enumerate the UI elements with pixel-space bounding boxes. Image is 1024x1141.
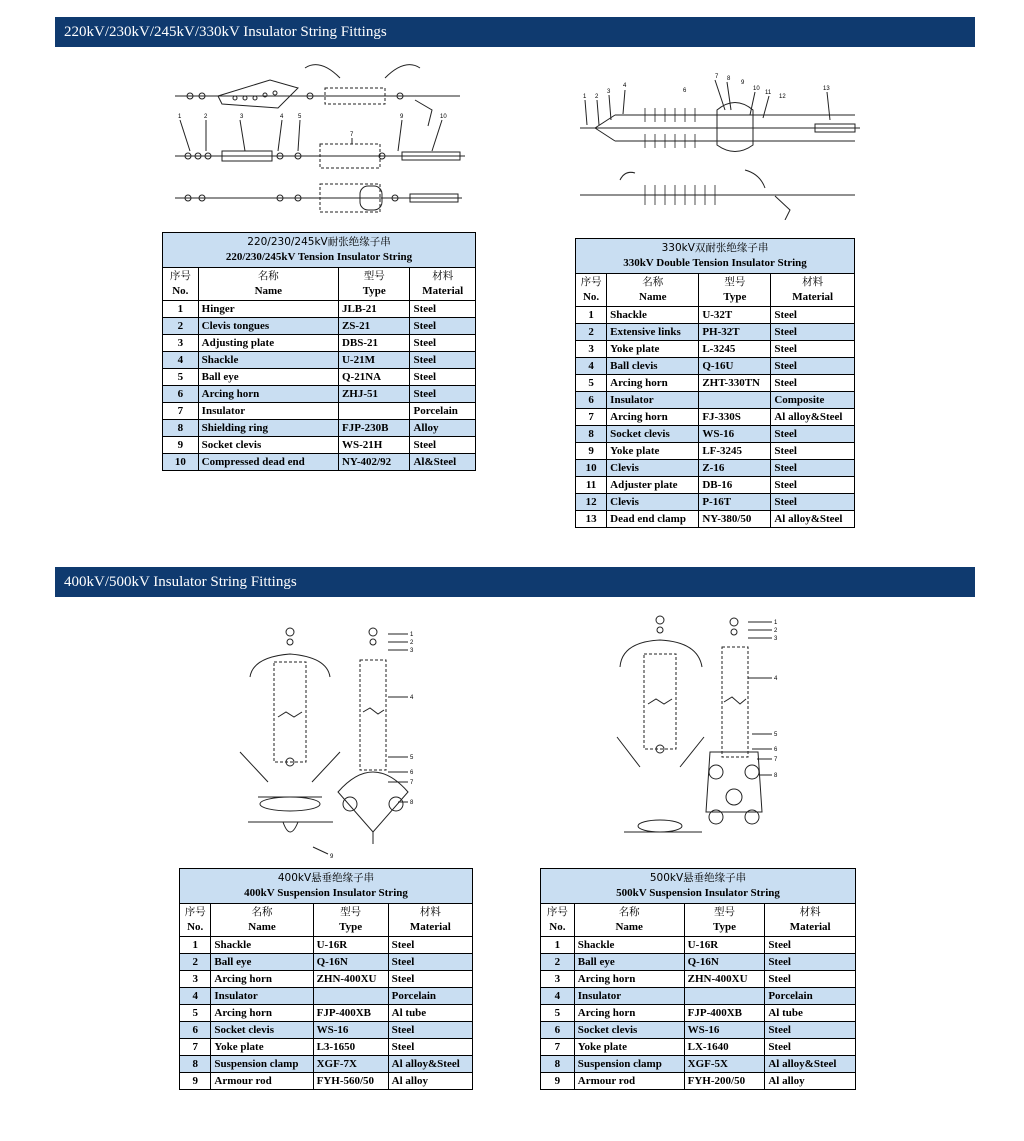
- cell-name: Socket clevis: [607, 426, 699, 443]
- diagram-label: 1: [178, 114, 182, 120]
- cell-material: Al alloy&Steel: [388, 1056, 472, 1073]
- table-330kv-double-tension-string: [575, 238, 855, 528]
- cell-type: [338, 403, 410, 420]
- table-row: [541, 988, 856, 1005]
- cell-material: Al alloy&Steel: [765, 1056, 856, 1073]
- table-row: [163, 454, 476, 471]
- cell-name: Insulator: [198, 403, 338, 420]
- cell-no: 1: [576, 307, 607, 324]
- cell-material: Al alloy: [388, 1073, 472, 1090]
- cell-type: U-21M: [338, 352, 410, 369]
- cell-name: Adjuster plate: [607, 477, 699, 494]
- cell-material: Al tube: [388, 1005, 472, 1022]
- cell-no: 7: [180, 1039, 211, 1056]
- cell-type: DB-16: [699, 477, 771, 494]
- cell-material: Steel: [771, 460, 855, 477]
- cell-type: U-32T: [699, 307, 771, 324]
- cell-name: Armour rod: [574, 1073, 684, 1090]
- cell-material: Steel: [765, 1022, 856, 1039]
- cell-type: Z-16: [699, 460, 771, 477]
- diagram-label: 4: [280, 114, 284, 120]
- cell-name: Arcing horn: [198, 386, 338, 403]
- cell-name: Arcing horn: [607, 409, 699, 426]
- cell-material: Steel: [771, 307, 855, 324]
- diagram-label: 7: [350, 132, 354, 138]
- table-row: [541, 937, 856, 954]
- cell-name: Yoke plate: [607, 443, 699, 460]
- cell-type: [699, 392, 771, 409]
- cell-type: L-3245: [699, 341, 771, 358]
- table-row: [576, 443, 855, 460]
- cell-material: Steel: [771, 426, 855, 443]
- cell-type: ZHN-400XU: [313, 971, 388, 988]
- table-400kv-suspension-string: [179, 868, 473, 1090]
- cell-type: Q-16U: [699, 358, 771, 375]
- diagram-label: 5: [410, 755, 414, 761]
- cell-no: 5: [541, 1005, 575, 1022]
- cell-material: Steel: [410, 352, 476, 369]
- cell-no: 1: [163, 301, 199, 318]
- cell-type: WS-21H: [338, 437, 410, 454]
- col-material: 材料 Material: [771, 274, 855, 307]
- cell-type: L3-1650: [313, 1039, 388, 1056]
- cell-material: Steel: [771, 358, 855, 375]
- diagram-label: 8: [774, 773, 778, 779]
- col-name: 名称 Name: [198, 268, 338, 301]
- cell-material: Al alloy: [765, 1073, 856, 1090]
- table-title: 400kV悬垂绝缘子串 400kV Suspension Insulator String: [180, 869, 473, 904]
- diagram-label: 8: [727, 76, 731, 82]
- table-row: [180, 954, 473, 971]
- table-title: 220/230/245kV耐张绝缘子串 220/230/245kV Tension Insulator String: [163, 233, 476, 268]
- cell-no: 7: [163, 403, 199, 420]
- diagram-label: 10: [440, 114, 447, 120]
- cell-no: 5: [163, 369, 199, 386]
- cell-material: Al&Steel: [410, 454, 476, 471]
- cell-material: Steel: [410, 335, 476, 352]
- section-banner-400-500kv: [55, 567, 975, 597]
- col-no: 序号 No.: [180, 904, 211, 937]
- diagram-label: 9: [400, 114, 404, 120]
- string-bottom-view: [175, 184, 462, 212]
- cell-material: Steel: [765, 937, 856, 954]
- table-body: [576, 307, 855, 528]
- diagram-label: 7: [774, 757, 778, 763]
- table-row: [576, 324, 855, 341]
- cell-no: 12: [576, 494, 607, 511]
- table-row: [180, 1073, 473, 1090]
- cell-type: Q-16N: [313, 954, 388, 971]
- diagram-400kv-suspension-string: [238, 622, 438, 864]
- cell-material: Steel: [388, 937, 472, 954]
- cell-type: [684, 988, 765, 1005]
- col-material: 材料 Material: [410, 268, 476, 301]
- diagram-label: 12: [779, 94, 786, 100]
- section-banner-220-330kv: [55, 17, 975, 47]
- cell-name: Adjusting plate: [198, 335, 338, 352]
- diagram-label: 8: [410, 800, 414, 806]
- cell-name: Shackle: [607, 307, 699, 324]
- col-type: 型号 Type: [684, 904, 765, 937]
- diagram-label: 9: [741, 80, 745, 86]
- table-row: [180, 1039, 473, 1056]
- cell-name: Arcing horn: [607, 375, 699, 392]
- cell-name: Dead end clamp: [607, 511, 699, 528]
- table-body: [163, 301, 476, 471]
- cell-type: WS-16: [684, 1022, 765, 1039]
- cell-material: Composite: [771, 392, 855, 409]
- cell-name: Shackle: [574, 937, 684, 954]
- diagram-500kv-suspension-string: [612, 612, 792, 852]
- cell-material: Steel: [771, 341, 855, 358]
- col-type: 型号 Type: [699, 274, 771, 307]
- section-title: 220kV/230kV/245kV/330kV Insulator String Fittings: [64, 24, 387, 40]
- cell-no: 13: [576, 511, 607, 528]
- diagram-label: 3: [240, 114, 244, 120]
- cell-type: JLB-21: [338, 301, 410, 318]
- cell-material: Steel: [765, 954, 856, 971]
- cell-name: Armour rod: [211, 1073, 313, 1090]
- cell-material: Porcelain: [410, 403, 476, 420]
- table-row: [576, 511, 855, 528]
- cell-no: 9: [180, 1073, 211, 1090]
- diagram-label: 7: [715, 74, 719, 80]
- diagram-label: 10: [753, 86, 760, 92]
- table-row: [576, 392, 855, 409]
- diagram-label: 2: [595, 94, 599, 100]
- cell-no: 1: [180, 937, 211, 954]
- diagram-label: 2: [410, 640, 414, 646]
- cell-name: Yoke plate: [607, 341, 699, 358]
- table-row: [576, 358, 855, 375]
- cell-type: NY-402/92: [338, 454, 410, 471]
- cell-name: Arcing horn: [574, 1005, 684, 1022]
- cell-no: 6: [163, 386, 199, 403]
- table-row: [163, 369, 476, 386]
- cell-no: 6: [180, 1022, 211, 1039]
- cell-no: 7: [541, 1039, 575, 1056]
- table-row: [180, 988, 473, 1005]
- cell-name: Suspension clamp: [211, 1056, 313, 1073]
- cell-no: 9: [163, 437, 199, 454]
- string-side-view: [175, 120, 465, 168]
- side-view: [706, 618, 772, 824]
- cell-type: P-16T: [699, 494, 771, 511]
- string-top-view: [175, 65, 460, 126]
- cell-material: Steel: [410, 369, 476, 386]
- table-500kv-suspension-string: [540, 868, 856, 1090]
- diagram-label: 2: [204, 114, 208, 120]
- cell-material: Steel: [771, 375, 855, 392]
- cell-name: Extensive links: [607, 324, 699, 341]
- cell-material: Steel: [771, 477, 855, 494]
- cell-material: Alloy: [410, 420, 476, 437]
- table-row: [576, 460, 855, 477]
- cell-material: Steel: [388, 971, 472, 988]
- cell-type: ZHJ-51: [338, 386, 410, 403]
- cell-type: PH-32T: [699, 324, 771, 341]
- cell-type: Q-21NA: [338, 369, 410, 386]
- cell-no: 9: [541, 1073, 575, 1090]
- diagram-label: 9: [330, 854, 334, 860]
- cell-no: 9: [576, 443, 607, 460]
- diagram-label: 1: [583, 94, 587, 100]
- section-title: 400kV/500kV Insulator String Fittings: [64, 574, 297, 590]
- diagram-label: 1: [410, 632, 414, 638]
- cell-type: XGF-7X: [313, 1056, 388, 1073]
- table-row: [180, 1022, 473, 1039]
- table-body: [180, 937, 473, 1090]
- cell-name: Arcing horn: [211, 971, 313, 988]
- table-row: [576, 341, 855, 358]
- diagram-label: 6: [410, 770, 414, 776]
- cell-name: Clevis: [607, 460, 699, 477]
- cell-material: Steel: [771, 324, 855, 341]
- table-row: [576, 409, 855, 426]
- diagram-label: 3: [607, 89, 611, 95]
- cell-no: 11: [576, 477, 607, 494]
- cell-no: 1: [541, 937, 575, 954]
- table-row: [541, 1073, 856, 1090]
- cell-material: Al alloy&Steel: [771, 511, 855, 528]
- col-name: 名称 Name: [607, 274, 699, 307]
- cell-type: WS-16: [313, 1022, 388, 1039]
- cell-no: 6: [576, 392, 607, 409]
- table-row: [541, 1022, 856, 1039]
- cell-name: Socket clevis: [211, 1022, 313, 1039]
- col-name: 名称 Name: [574, 904, 684, 937]
- table-row: [163, 437, 476, 454]
- cell-material: Steel: [388, 954, 472, 971]
- diagram-label: 4: [623, 83, 627, 89]
- col-material: 材料 Material: [388, 904, 472, 937]
- table-220kv-tension-string: [162, 232, 476, 471]
- cell-no: 2: [541, 954, 575, 971]
- front-view: [617, 616, 704, 832]
- table-row: [180, 937, 473, 954]
- table-row: [163, 403, 476, 420]
- cell-material: Steel: [771, 443, 855, 460]
- cell-no: 10: [163, 454, 199, 471]
- cell-type: XGF-5X: [684, 1056, 765, 1073]
- table-row: [576, 307, 855, 324]
- cell-type: FJ-330S: [699, 409, 771, 426]
- table-row: [541, 971, 856, 988]
- diagram-label: 6: [774, 747, 778, 753]
- diagram-label: 4: [410, 695, 414, 701]
- cell-no: 8: [180, 1056, 211, 1073]
- table-row: [576, 494, 855, 511]
- cell-material: Steel: [771, 494, 855, 511]
- cell-name: Clevis tongues: [198, 318, 338, 335]
- cell-material: Steel: [765, 971, 856, 988]
- cell-name: Yoke plate: [211, 1039, 313, 1056]
- cell-name: Insulator: [574, 988, 684, 1005]
- cell-name: Ball clevis: [607, 358, 699, 375]
- diagram-label: 5: [298, 114, 302, 120]
- diagram-label: 4: [774, 676, 778, 682]
- cell-name: Hinger: [198, 301, 338, 318]
- diagram-label: 6: [683, 88, 687, 94]
- table-body: [541, 937, 856, 1090]
- cell-type: NY-380/50: [699, 511, 771, 528]
- cell-type: FJP-400XB: [684, 1005, 765, 1022]
- table-row: [163, 386, 476, 403]
- col-no: 序号 No.: [163, 268, 199, 301]
- cell-no: 7: [576, 409, 607, 426]
- cell-name: Ball eye: [574, 954, 684, 971]
- diagram-label: 2: [774, 628, 778, 634]
- cell-name: Ball eye: [211, 954, 313, 971]
- cell-material: Steel: [388, 1039, 472, 1056]
- cell-no: 6: [541, 1022, 575, 1039]
- cell-type: [313, 988, 388, 1005]
- cell-no: 5: [180, 1005, 211, 1022]
- table-row: [180, 1005, 473, 1022]
- cell-name: Arcing horn: [574, 971, 684, 988]
- cell-material: Steel: [388, 1022, 472, 1039]
- cell-material: Steel: [410, 301, 476, 318]
- diagram-label: 3: [774, 636, 778, 642]
- cell-name: Socket clevis: [198, 437, 338, 454]
- cell-type: U-16R: [684, 937, 765, 954]
- diagram-330kv-double-tension-string: [575, 70, 865, 220]
- cell-name: Shackle: [198, 352, 338, 369]
- cell-no: 8: [576, 426, 607, 443]
- cell-name: Ball eye: [198, 369, 338, 386]
- cell-material: Al alloy&Steel: [771, 409, 855, 426]
- cell-no: 4: [180, 988, 211, 1005]
- table-row: [541, 1056, 856, 1073]
- table-row: [163, 318, 476, 335]
- col-no: 序号 No.: [541, 904, 575, 937]
- col-type: 型号 Type: [313, 904, 388, 937]
- cell-type: ZS-21: [338, 318, 410, 335]
- cell-name: Compressed dead end: [198, 454, 338, 471]
- string-lower-view: [580, 170, 855, 220]
- diagram-label: 13: [823, 86, 830, 92]
- table-title: 500kV悬垂绝缘子串 500kV Suspension Insulator String: [541, 869, 856, 904]
- cell-type: FJP-230B: [338, 420, 410, 437]
- diagram-label: 1: [774, 620, 778, 626]
- table-title: 330kV双耐张绝缘子串 330kV Double Tension Insulator String: [576, 239, 855, 274]
- cell-no: 4: [541, 988, 575, 1005]
- table-row: [541, 954, 856, 971]
- cell-type: Q-16N: [684, 954, 765, 971]
- cell-no: 4: [576, 358, 607, 375]
- cell-no: 3: [163, 335, 199, 352]
- table-row: [541, 1039, 856, 1056]
- cell-name: Arcing horn: [211, 1005, 313, 1022]
- diagram-220kv-tension-string: [170, 58, 470, 218]
- cell-no: 4: [163, 352, 199, 369]
- cell-type: ZHT-330TN: [699, 375, 771, 392]
- cell-name: Shielding ring: [198, 420, 338, 437]
- cell-type: FYH-200/50: [684, 1073, 765, 1090]
- cell-material: Steel: [765, 1039, 856, 1056]
- cell-type: ZHN-400XU: [684, 971, 765, 988]
- cell-name: Insulator: [607, 392, 699, 409]
- table-row: [576, 426, 855, 443]
- table-row: [576, 375, 855, 392]
- table-row: [180, 971, 473, 988]
- string-upper-view: [580, 80, 860, 152]
- cell-no: 3: [180, 971, 211, 988]
- cell-material: Steel: [410, 437, 476, 454]
- cell-no: 10: [576, 460, 607, 477]
- table-row: [163, 420, 476, 437]
- diagram-label: 5: [774, 732, 778, 738]
- col-material: 材料 Material: [765, 904, 856, 937]
- side-view: [313, 628, 408, 854]
- col-type: 型号 Type: [338, 268, 410, 301]
- cell-no: 2: [576, 324, 607, 341]
- cell-type: U-16R: [313, 937, 388, 954]
- cell-no: 3: [576, 341, 607, 358]
- cell-no: 5: [576, 375, 607, 392]
- table-row: [541, 1005, 856, 1022]
- cell-material: Porcelain: [765, 988, 856, 1005]
- cell-type: LF-3245: [699, 443, 771, 460]
- cell-material: Steel: [410, 386, 476, 403]
- front-view: [240, 628, 340, 832]
- cell-name: Suspension clamp: [574, 1056, 684, 1073]
- diagram-label: 7: [410, 780, 414, 786]
- cell-no: 3: [541, 971, 575, 988]
- cell-type: FJP-400XB: [313, 1005, 388, 1022]
- diagram-label: 3: [410, 648, 414, 654]
- cell-type: LX-1640: [684, 1039, 765, 1056]
- cell-material: Steel: [410, 318, 476, 335]
- cell-name: Yoke plate: [574, 1039, 684, 1056]
- cell-material: Porcelain: [388, 988, 472, 1005]
- cell-no: 2: [180, 954, 211, 971]
- cell-type: FYH-560/50: [313, 1073, 388, 1090]
- table-row: [163, 352, 476, 369]
- cell-type: DBS-21: [338, 335, 410, 352]
- cell-name: Socket clevis: [574, 1022, 684, 1039]
- cell-name: Insulator: [211, 988, 313, 1005]
- diagram-label: 11: [765, 90, 772, 96]
- table-row: [180, 1056, 473, 1073]
- col-name: 名称 Name: [211, 904, 313, 937]
- cell-no: 8: [541, 1056, 575, 1073]
- table-row: [163, 335, 476, 352]
- cell-no: 8: [163, 420, 199, 437]
- cell-name: Clevis: [607, 494, 699, 511]
- cell-material: Al tube: [765, 1005, 856, 1022]
- cell-name: Shackle: [211, 937, 313, 954]
- cell-type: WS-16: [699, 426, 771, 443]
- cell-no: 2: [163, 318, 199, 335]
- col-no: 序号 No.: [576, 274, 607, 307]
- table-row: [576, 477, 855, 494]
- table-row: [163, 301, 476, 318]
